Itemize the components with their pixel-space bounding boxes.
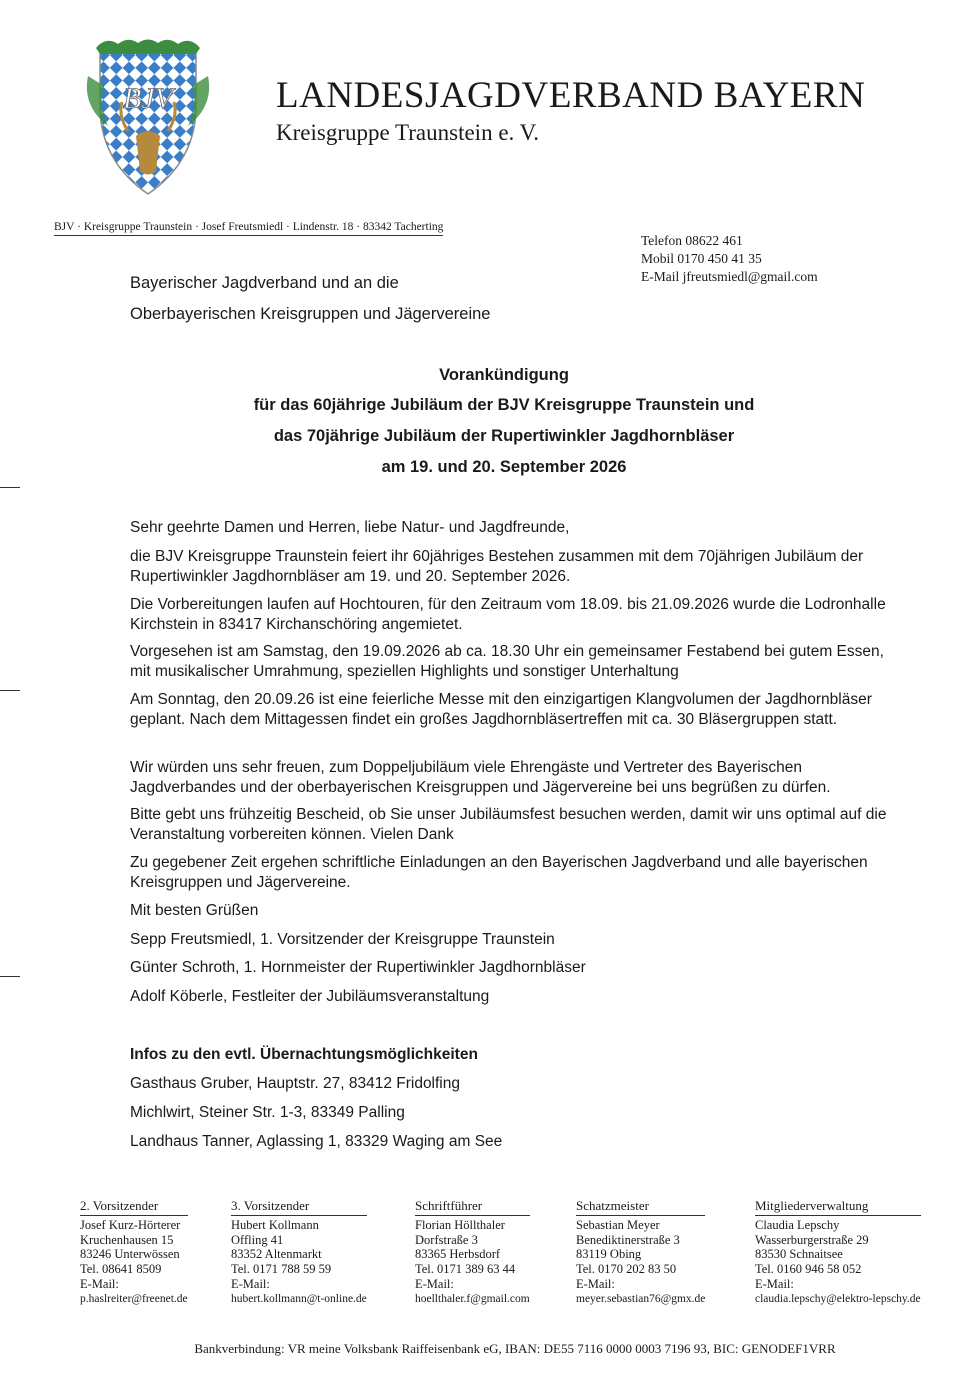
footer-role: 3. Vorsitzender xyxy=(231,1199,367,1216)
footer-email: meyer.sebastian76@gmx.de xyxy=(576,1292,706,1305)
footer-city: 83530 Schnaitsee xyxy=(755,1247,843,1262)
footer-city: 83246 Unterwössen xyxy=(80,1247,180,1262)
footer-name: Hubert Kollmann xyxy=(231,1217,319,1232)
footer-email-label: E-Mail: xyxy=(755,1276,794,1291)
footer-email-label: E-Mail: xyxy=(231,1276,270,1291)
footer-column-2nd-chairman xyxy=(80,1199,188,1307)
bjv-crest-logo xyxy=(78,36,218,196)
sender-return-address: BJV · Kreisgruppe Traunstein · Josef Freutsmiedl · Lindenstr. 18 · 83342 Tacherting xyxy=(54,221,443,236)
salutation: Sehr geehrte Damen und Herren, liebe Natur- und Jagdfreunde, xyxy=(130,519,570,536)
footer-role: Schatzmeister xyxy=(576,1199,705,1216)
closing: Mit besten Grüßen xyxy=(130,902,259,919)
signature-2: Günter Schroth, 1. Hornmeister der Rupertiwinkler Jagdhornbläser xyxy=(130,959,586,976)
footer-city: 83352 Altenmarkt xyxy=(231,1247,322,1262)
fold-mark xyxy=(0,487,20,488)
bank-details: Bankverbindung: VR meine Volksbank Raiffeisenbank eG, IBAN: DE55 7116 0000 0003 7196 93, BIC: GENODEF1VRR xyxy=(194,1341,836,1356)
footer-column-treasurer xyxy=(576,1199,705,1307)
title-line-2: für das 60jährige Jubiläum der BJV Kreisgruppe Traunstein und xyxy=(253,396,755,414)
logo-monogram: BJV xyxy=(123,82,173,115)
footer-tel: Tel. 0170 202 83 50 xyxy=(576,1262,677,1277)
footer-tel: Tel. 0171 788 59 59 xyxy=(231,1262,332,1277)
signature-3: Adolf Köberle, Festleiter der Jubiläumsveranstaltung xyxy=(130,988,490,1005)
footer-name: Josef Kurz-Hörterer xyxy=(80,1217,181,1232)
footer-email: hubert.kollmann@t-online.de xyxy=(231,1292,367,1305)
accommodation-item: Michlwirt, Steiner Str. 1-3, 83349 Palling xyxy=(130,1104,405,1121)
contact-phone: Telefon 08622 461 xyxy=(641,233,743,248)
footer-street: Benediktinerstraße 3 xyxy=(576,1232,680,1247)
accommodation-item: Gasthaus Gruber, Hauptstr. 27, 83412 Fridolfing xyxy=(130,1075,460,1092)
footer-column-membership xyxy=(755,1199,921,1307)
recipient-line-1: Bayerischer Jagdverband und an die xyxy=(130,274,399,292)
paragraph-2: Die Vorbereitungen laufen auf Hochtouren, für den Zeitraum vom 18.09. bis 21.09.2026 wurde die Lodronhalle Kirchstein in 83417 Kirchanschöring angemietet. xyxy=(130,596,886,633)
footer-role: 2. Vorsitzender xyxy=(80,1199,188,1216)
title-line-1: Vorankündigung xyxy=(439,366,569,384)
contact-email: E-Mail jfreutsmiedl@gmail.com xyxy=(641,269,818,284)
paragraph-3: Vorgesehen ist am Samstag, den 19.09.2026 ab ca. 18.30 Uhr ein gemeinsamer Festabend bei gutem Essen, mit musikalischer Umrahmung, speziellen Highlights und sonstiger Unterhaltung xyxy=(130,643,884,680)
footer-tel: Tel. 0171 389 63 44 xyxy=(415,1262,516,1277)
footer-role: Schriftführer xyxy=(415,1199,530,1216)
signature-1: Sepp Freutsmiedl, 1. Vorsitzender der Kreisgruppe Traunstein xyxy=(130,931,555,948)
footer-column-3rd-chairman xyxy=(231,1199,367,1307)
footer-name: Florian Höllthaler xyxy=(415,1217,505,1232)
organization-subtitle: Kreisgruppe Traunstein e. V. xyxy=(276,120,540,145)
paragraph-7: Zu gegebener Zeit ergehen schriftliche Einladungen an den Bayerischen Jagdverband und alle bayerischen Kreisgruppen und Jägervereine. xyxy=(130,854,868,891)
footer-column-secretary xyxy=(415,1199,530,1307)
footer-email: p.haslreiter@freenet.de xyxy=(80,1292,188,1305)
footer-city: 83365 Herbsdorf xyxy=(415,1247,501,1262)
accommodation-title: Infos zu den evtl. Übernachtungsmöglichkeiten xyxy=(130,1046,478,1063)
accommodation-item: Landhaus Tanner, Aglassing 1, 83329 Waging am See xyxy=(130,1133,503,1150)
footer-email: claudia.lepschy@elektro-lepschy.de xyxy=(755,1292,921,1305)
footer-street: Dorfstraße 3 xyxy=(415,1232,478,1247)
paragraph-5: Wir würden uns sehr freuen, zum Doppeljubiläum viele Ehrengäste und Vertreter des Bayerischen Jagdverbandes und der oberbayerischen Kreisgruppen und Jägervereine bei uns begrüßen zu dürfen. xyxy=(130,759,831,796)
footer-name: Claudia Lepschy xyxy=(755,1217,840,1232)
fold-mark xyxy=(0,690,20,691)
footer-email-label: E-Mail: xyxy=(415,1276,454,1291)
title-line-4: am 19. und 20. September 2026 xyxy=(381,458,627,476)
organization-name: LANDESJAGDVERBAND BAYERN xyxy=(276,75,866,116)
footer-email: hoellthaler.f@gmail.com xyxy=(415,1292,530,1305)
footer-tel: Tel. 08641 8509 xyxy=(80,1262,162,1277)
recipient-line-2: Oberbayerischen Kreisgruppen und Jägervereine xyxy=(130,305,491,323)
footer-tel: Tel. 0160 946 58 052 xyxy=(755,1262,862,1277)
footer-email-label: E-Mail: xyxy=(80,1276,119,1291)
footer-street: Wasserburgerstraße 29 xyxy=(755,1232,869,1247)
footer-street: Kruchenhausen 15 xyxy=(80,1232,174,1247)
footer-street: Offling 41 xyxy=(231,1232,284,1247)
paragraph-1: die BJV Kreisgruppe Traunstein feiert ihr 60jähriges Bestehen zusammen mit dem 70jährigen Jubiläum der Rupertiwinkler Jagdhornbläser am 19. und 20. September 2026. xyxy=(130,548,864,585)
footer-role: Mitgliederverwaltung xyxy=(755,1199,921,1216)
contact-mobile: Mobil 0170 450 41 35 xyxy=(641,251,762,266)
footer-city: 83119 Obing xyxy=(576,1247,642,1262)
paragraph-4: Am Sonntag, den 20.09.26 ist eine feierliche Messe mit den einzigartigen Klangvolumen der Jagdhornbläser geplant. Nach dem Mittagessen findet ein großes Jagdhornbläsertreffen mit ca. 30 Bläsergruppen statt. xyxy=(130,691,872,728)
title-line-3: das 70jährige Jubiläum der Rupertiwinkler Jagdhornbläser xyxy=(273,427,735,445)
fold-mark xyxy=(0,976,20,977)
footer-email-label: E-Mail: xyxy=(576,1276,615,1291)
paragraph-6: Bitte gebt uns frühzeitig Bescheid, ob Sie unser Jubiläumsfest besuchen werden, damit wir uns optimal auf die Veranstaltung vorbereiten können. Vielen Dank xyxy=(130,806,887,843)
footer-name: Sebastian Meyer xyxy=(576,1217,660,1232)
